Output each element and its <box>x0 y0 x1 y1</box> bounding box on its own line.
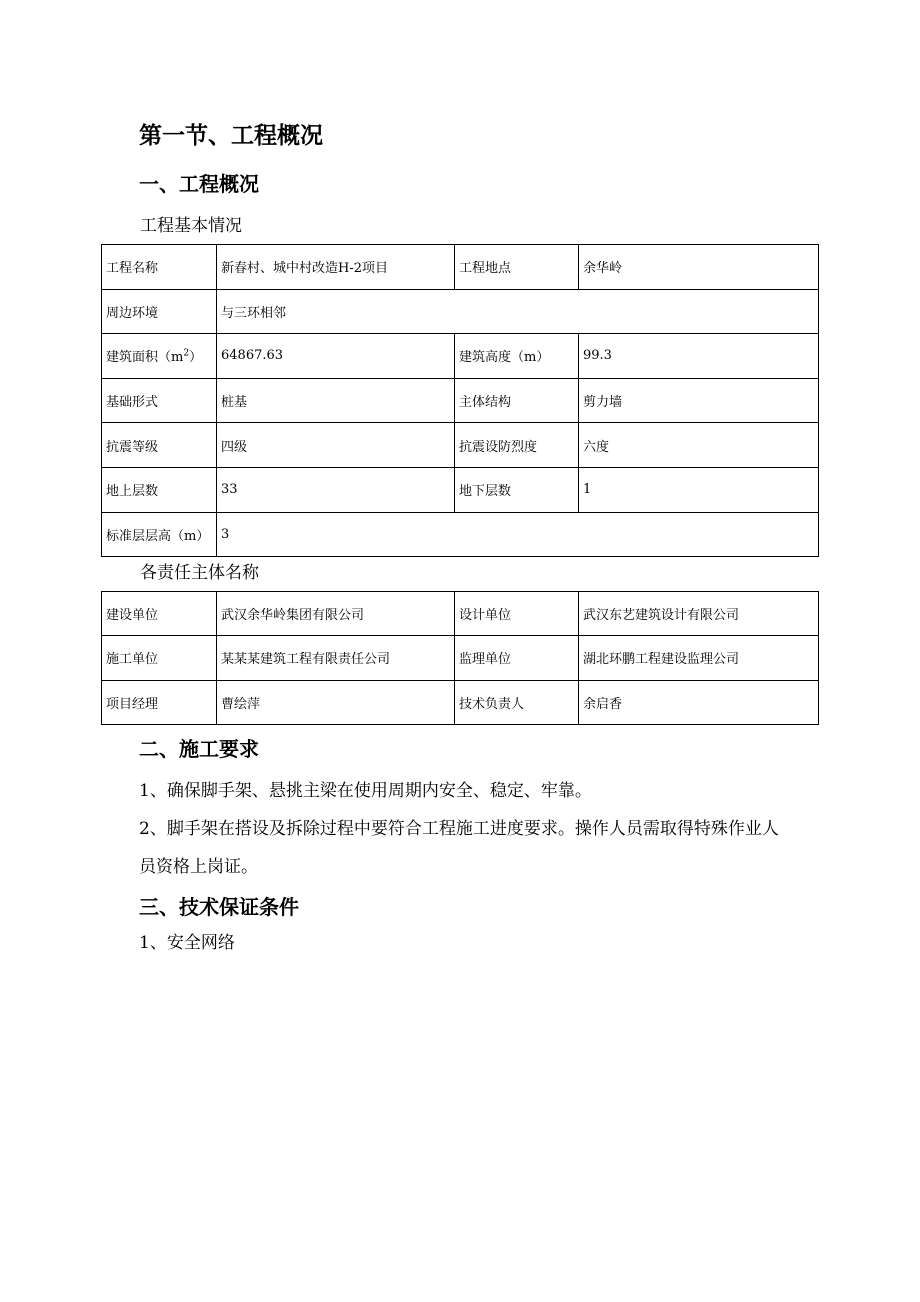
paragraph: 2、脚手架在搭设及拆除过程中要符合工程施工进度要求。操作人员需取得特殊作业人员资格上岗证。 <box>139 819 779 877</box>
table-cell: 监理单位 <box>455 636 579 680</box>
table-cell: 六度 <box>579 423 819 468</box>
table-cell: 桩基 <box>217 378 455 423</box>
table-row <box>102 423 819 468</box>
responsible-parties-table <box>101 591 819 725</box>
table-cell: 抗震等级 <box>102 423 217 468</box>
table-cell: 建筑高度（m） <box>455 334 579 379</box>
table-cell: 工程名称 <box>102 245 217 290</box>
table-cell: 四级 <box>217 423 455 468</box>
area-label-close: ） <box>189 350 203 366</box>
table-row <box>102 512 819 557</box>
table-cell: 湖北环鹏工程建设监理公司 <box>579 636 819 680</box>
table-cell: 地下层数 <box>455 467 579 512</box>
table-row <box>102 680 819 724</box>
table-row <box>102 378 819 423</box>
table-cell: 工程地点 <box>455 245 579 290</box>
table-cell: 曹绘萍 <box>217 680 455 724</box>
table-cell: 地上层数 <box>102 467 217 512</box>
table-caption-responsible-parties: 各责任主体名称 <box>140 563 259 583</box>
table-row <box>102 592 819 636</box>
table-row <box>102 289 819 334</box>
table-cell: 建设单位 <box>102 592 217 636</box>
table-row <box>102 467 819 512</box>
table-row <box>102 636 819 680</box>
subsection-title-construction-requirements: 二、施工要求 <box>139 737 259 761</box>
table-cell: 与三环相邻 <box>217 289 819 334</box>
basic-info-table <box>101 244 819 557</box>
table-cell: 新春村、城中村改造H-2项目 <box>217 245 455 290</box>
table-cell: 武汉东艺建筑设计有限公司 <box>579 592 819 636</box>
paragraph: 1、确保脚手架、悬挑主梁在使用周期内安全、稳定、牢靠。 <box>139 781 592 801</box>
table-cell: 主体结构 <box>455 378 579 423</box>
table-cell: 1 <box>579 467 819 512</box>
table-cell: 余华岭 <box>579 245 819 290</box>
superscript: 2 <box>183 349 190 360</box>
paragraph: 1、安全网络 <box>139 933 235 953</box>
table-cell: 基础形式 <box>102 378 217 423</box>
table-cell: 抗震设防烈度 <box>455 423 579 468</box>
table-row <box>102 245 819 290</box>
table-cell: 施工单位 <box>102 636 217 680</box>
area-label-text: 建筑面积（m <box>106 350 184 366</box>
table-row <box>102 334 819 379</box>
table-caption-basic-info: 工程基本情况 <box>140 216 242 236</box>
table-cell: 剪力墙 <box>579 378 819 423</box>
table-cell: 64867.63 <box>217 334 455 379</box>
table-cell: 标准层层高（m） <box>102 512 217 557</box>
subsection-title-technical-guarantees: 三、技术保证条件 <box>139 895 299 919</box>
table-cell: 某某某建筑工程有限责任公司 <box>217 636 455 680</box>
table-cell: 周边环境 <box>102 289 217 334</box>
table-cell: 99.3 <box>579 334 819 379</box>
table-cell-area-label <box>102 334 217 379</box>
table-cell: 项目经理 <box>102 680 217 724</box>
subsection-title-overview: 一、工程概况 <box>139 172 259 196</box>
table-cell: 33 <box>217 467 455 512</box>
table-cell: 设计单位 <box>455 592 579 636</box>
table-cell: 3 <box>217 512 819 557</box>
table-cell: 余启香 <box>579 680 819 724</box>
section-heading: 第一节、工程概况 <box>139 123 323 149</box>
table-cell: 技术负责人 <box>455 680 579 724</box>
table-cell: 武汉余华岭集团有限公司 <box>217 592 455 636</box>
